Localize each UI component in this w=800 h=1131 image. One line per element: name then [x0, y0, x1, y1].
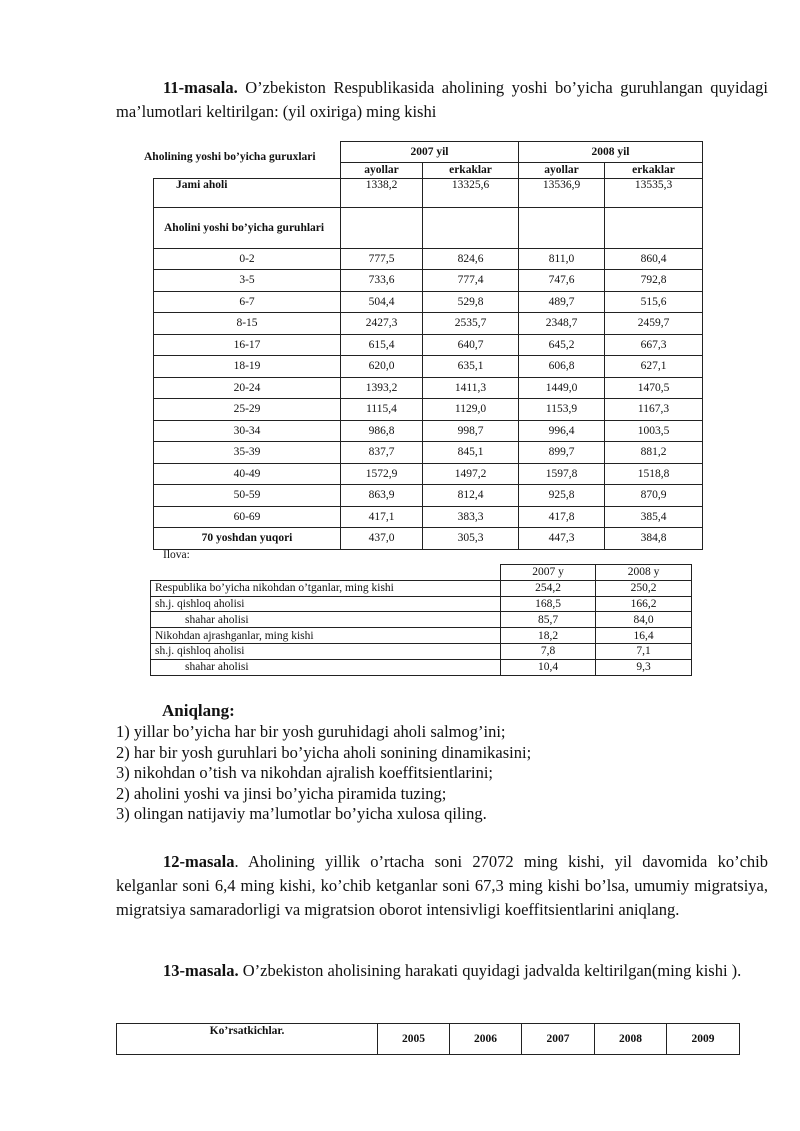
cell: 777,4 — [423, 270, 519, 292]
cell: 998,7 — [423, 420, 519, 442]
cell: 1129,0 — [423, 399, 519, 421]
row-label: 16-17 — [154, 334, 341, 356]
row-label: Jami aholi — [154, 178, 341, 207]
age-group-table — [153, 141, 703, 550]
table-row — [151, 628, 692, 644]
cell: 437,0 — [341, 528, 423, 550]
row-label: sh.j. qishloq aholisi — [151, 643, 501, 659]
cell: 384,8 — [605, 528, 703, 550]
task13-text: O’zbekiston aholisining harakati quyidagi jadvalda keltirilgan(ming kishi ). — [238, 961, 742, 980]
list-item: 2) har bir yosh guruhlari bo’yicha aholi sonining dinamikasini; — [116, 742, 532, 762]
sub-header: erkaklar — [605, 162, 703, 178]
year-header: 2005 — [378, 1024, 450, 1055]
sub-header: ayollar — [341, 162, 423, 178]
cell: 383,3 — [423, 506, 519, 528]
cell: 13535,3 — [605, 178, 703, 207]
cell: 1518,8 — [605, 463, 703, 485]
list-item: 3) nikohdan o’tish va nikohdan ajralish koeffitsientlarini; — [116, 763, 493, 782]
cell: 489,7 — [519, 291, 605, 313]
aniqlang-list — [116, 722, 776, 825]
cell: 635,1 — [423, 356, 519, 378]
cell: 1497,2 — [423, 463, 519, 485]
cell: 1338,2 — [341, 178, 423, 207]
marriage-table — [150, 564, 692, 676]
table-row — [151, 596, 692, 612]
row-label: 60-69 — [154, 506, 341, 528]
task13-paragraph — [138, 959, 768, 983]
cell: 250,2 — [596, 580, 692, 596]
cell: 824,6 — [423, 248, 519, 270]
task12-title: 12-masala — [163, 852, 235, 871]
cell: 811,0 — [519, 248, 605, 270]
cell: 1115,4 — [341, 399, 423, 421]
cell: 1470,5 — [605, 377, 703, 399]
task11-title: 11-masala. — [163, 78, 238, 97]
indicator-header: Ko’rsatkichlar. — [117, 1024, 378, 1055]
cell: 16,4 — [596, 628, 692, 644]
table-row — [154, 399, 703, 421]
cell: 1449,0 — [519, 377, 605, 399]
cell: 168,5 — [501, 596, 596, 612]
cell: 667,3 — [605, 334, 703, 356]
cell: 447,3 — [519, 528, 605, 550]
row-label: 20-24 — [154, 377, 341, 399]
ilova-label: Ilova: — [163, 549, 190, 561]
total-row — [154, 178, 703, 207]
cell: 18,2 — [501, 628, 596, 644]
task11-text: O’zbekiston Respublikasida aholining yoshi bo’yicha guruhlangan quyidagi ma’lumotlari keltirilgan: (yil oxiriga) ming kishi — [116, 78, 768, 121]
table-row — [154, 377, 703, 399]
cell: 1003,5 — [605, 420, 703, 442]
row-label: Respublika bo’yicha nikohdan o’tganlar, ming kishi — [151, 580, 501, 596]
cell: 85,7 — [501, 612, 596, 628]
year-header: 2008 — [595, 1024, 667, 1055]
cell: 2427,3 — [341, 313, 423, 335]
row-label: shahar aholisi — [151, 659, 501, 675]
cell: 1572,9 — [341, 463, 423, 485]
task12-paragraph — [116, 850, 768, 922]
age-rows — [154, 248, 703, 528]
cell: 860,4 — [605, 248, 703, 270]
cell: 881,2 — [605, 442, 703, 464]
row-label: shahar aholisi — [151, 612, 501, 628]
task13-title: 13-masala. — [163, 961, 239, 980]
row-label: 0-2 — [154, 248, 341, 270]
cell: 845,1 — [423, 442, 519, 464]
cell: 870,9 — [605, 485, 703, 507]
row-label: 18-19 — [154, 356, 341, 378]
cell: 515,6 — [605, 291, 703, 313]
cell: 84,0 — [596, 612, 692, 628]
cell: 254,2 — [501, 580, 596, 596]
cell: 640,7 — [423, 334, 519, 356]
year-2008-header: 2008 yil — [519, 142, 703, 163]
cell: 1393,2 — [341, 377, 423, 399]
year-header: 2006 — [450, 1024, 522, 1055]
cell: 1597,8 — [519, 463, 605, 485]
year-2007-header: 2007 yil — [341, 142, 519, 163]
table-row — [154, 420, 703, 442]
cell: 747,6 — [519, 270, 605, 292]
row-label: 30-34 — [154, 420, 341, 442]
ilova-header: 2008 y — [596, 565, 692, 581]
cell: 837,7 — [341, 442, 423, 464]
table-row — [154, 313, 703, 335]
row-label: Nikohdan ajrashganlar, ming kishi — [151, 628, 501, 644]
task11-paragraph — [116, 76, 768, 124]
cell: 777,5 — [341, 248, 423, 270]
row-label: 8-15 — [154, 313, 341, 335]
cell: 899,7 — [519, 442, 605, 464]
row-label: 70 yoshdan yuqori — [154, 528, 341, 550]
cell: 1411,3 — [423, 377, 519, 399]
ilova-header: 2007 y — [501, 565, 596, 581]
cell: 166,2 — [596, 596, 692, 612]
year-header: 2009 — [667, 1024, 740, 1055]
list-item: 3) olingan natijaviy ma’lumotlar bo’yicha xulosa qiling. — [116, 804, 487, 823]
table-row — [151, 643, 692, 659]
table-row — [154, 506, 703, 528]
row-label: sh.j. qishloq aholisi — [151, 596, 501, 612]
table-row — [154, 248, 703, 270]
cell: 417,1 — [341, 506, 423, 528]
cell: 305,3 — [423, 528, 519, 550]
cell: 792,8 — [605, 270, 703, 292]
cell: 504,4 — [341, 291, 423, 313]
row-label: 25-29 — [154, 399, 341, 421]
aniqlang-title: Aniqlang: — [162, 701, 235, 720]
row-label: 40-49 — [154, 463, 341, 485]
cell: 417,8 — [519, 506, 605, 528]
sub-header: ayollar — [519, 162, 605, 178]
cell: 13536,9 — [519, 178, 605, 207]
table-row — [154, 463, 703, 485]
row-label: 3-5 — [154, 270, 341, 292]
cell: 645,2 — [519, 334, 605, 356]
cell: 615,4 — [341, 334, 423, 356]
table-row — [154, 528, 703, 550]
list-item: 2) aholini yoshi va jinsi bo’yicha piramida tuzing; — [116, 783, 447, 803]
cell: 7,1 — [596, 643, 692, 659]
cell: 529,8 — [423, 291, 519, 313]
ilova-rows — [151, 580, 692, 675]
table-row — [151, 612, 692, 628]
cell: 925,8 — [519, 485, 605, 507]
row-label: 35-39 — [154, 442, 341, 464]
section-row — [154, 207, 703, 248]
table-row — [151, 659, 692, 675]
table-row — [154, 291, 703, 313]
cell: 1167,3 — [605, 399, 703, 421]
cell: 10,4 — [501, 659, 596, 675]
cell: 996,4 — [519, 420, 605, 442]
cell: 7,8 — [501, 643, 596, 659]
table1-corner-label: Aholining yoshi bo’yicha guruxlari — [144, 151, 316, 163]
cell: 2535,7 — [423, 313, 519, 335]
cell: 606,8 — [519, 356, 605, 378]
row-label: 50-59 — [154, 485, 341, 507]
table-row — [154, 442, 703, 464]
cell: 2459,7 — [605, 313, 703, 335]
table-row — [154, 334, 703, 356]
table-row — [154, 485, 703, 507]
section-label: Aholini yoshi bo’yicha guruhlari — [154, 207, 341, 248]
cell: 812,4 — [423, 485, 519, 507]
sub-header: erkaklar — [423, 162, 519, 178]
cell: 627,1 — [605, 356, 703, 378]
table-row — [154, 356, 703, 378]
task12-text: . Aholining yillik o’rtacha soni 27072 ming kishi, yil davomida ko’chib kelganlar soni 6,4 ming kishi, ko’chib ketganlar soni 67,3 ming kishi bo’lsa, umumiy migratsiya, migratsiya samaradorligi va migratsion oborot intensivligi koeffitsientlarini aniqlang. — [116, 852, 768, 919]
cell: 13325,6 — [423, 178, 519, 207]
cell: 986,8 — [341, 420, 423, 442]
cell: 385,4 — [605, 506, 703, 528]
cell: 1153,9 — [519, 399, 605, 421]
row-label: 6-7 — [154, 291, 341, 313]
list-item: 1) yillar bo’yicha har bir yosh guruhidagi aholi salmog’ini; — [116, 722, 506, 741]
cell: 733,6 — [341, 270, 423, 292]
cell: 9,3 — [596, 659, 692, 675]
table-row — [154, 270, 703, 292]
population-movement-table — [116, 1023, 740, 1055]
year-header: 2007 — [522, 1024, 595, 1055]
cell: 620,0 — [341, 356, 423, 378]
cell: 2348,7 — [519, 313, 605, 335]
table-row — [151, 580, 692, 596]
cell: 863,9 — [341, 485, 423, 507]
